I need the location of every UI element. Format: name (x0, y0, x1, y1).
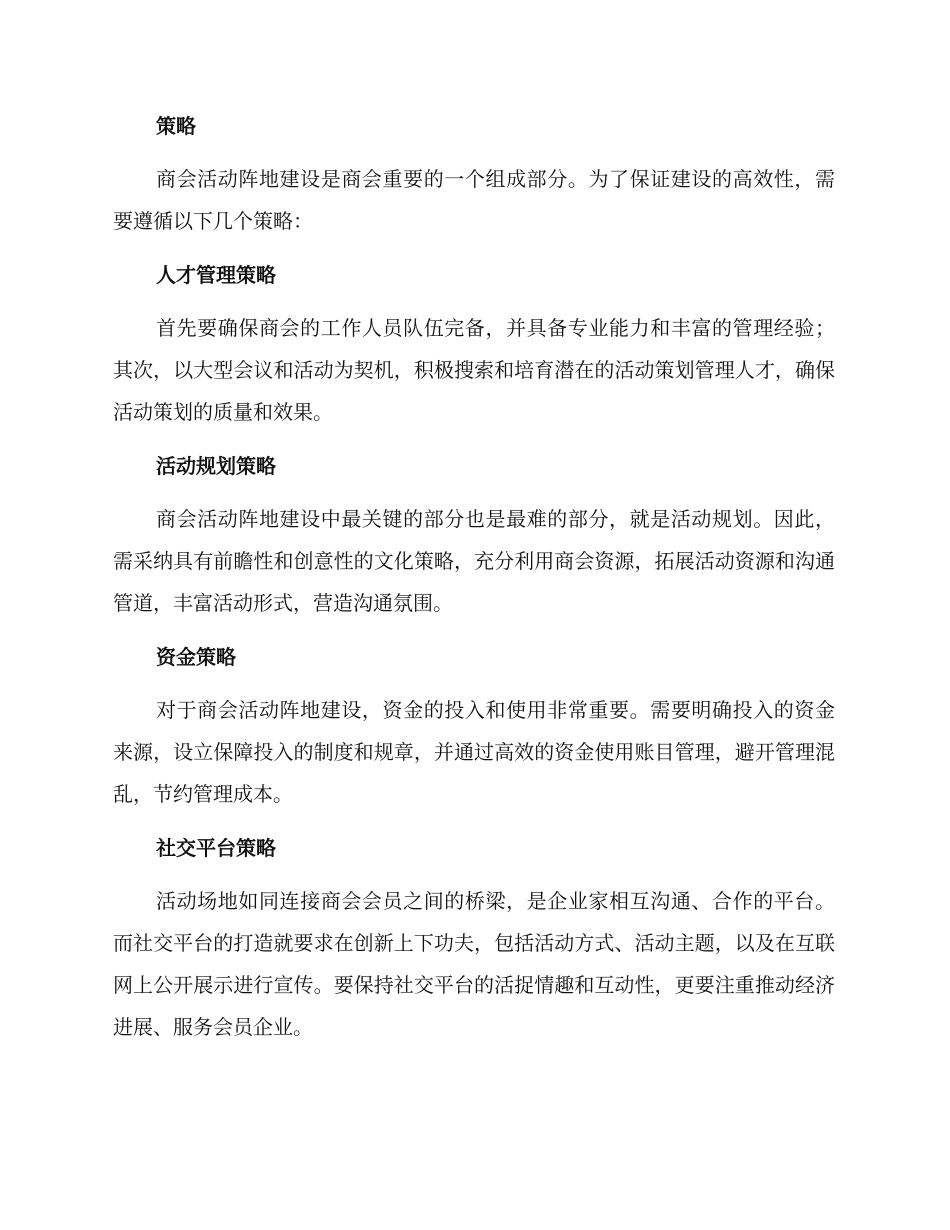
section-heading-activity-planning: 活动规划策略 (156, 454, 276, 478)
section-paragraph-social-platform: 活动场地如同连接商会会员之间的桥梁，是企业家相互沟通、合作的平台。而社交平台的打造就要求在创新上下功夫，包括活动方式、活动主题，以及在互联网上公开展示进行宣传。要保持社交平台的活捉情趣和互动性，更要注重推动经济进展、服务会员企业。 (113, 889, 835, 1039)
section-heading-strategy: 策略 (156, 114, 196, 138)
section-heading-funding: 资金策略 (156, 645, 236, 669)
document-body (113, 106, 835, 1061)
section-paragraph-strategy: 商会活动阵地建设是商会重要的一个组成部分。为了保证建设的高效性，需要遵循以下几个策略： (113, 167, 835, 233)
section-heading-talent-management: 人才管理策略 (156, 263, 276, 287)
section-paragraph-talent-management: 首先要确保商会的工作人员队伍完备，并具备专业能力和丰富的管理经验；其次，以大型会议和活动为契机，积极搜索和培育潜在的活动策划管理人才，确保活动策划的质量和效果。 (113, 316, 835, 424)
section-heading-social-platform: 社交平台策略 (156, 836, 276, 860)
section-paragraph-funding: 对于商会活动阵地建设，资金的投入和使用非常重要。需要明确投入的资金来源，设立保障投入的制度和规章，并通过高效的资金使用账目管理，避开管理混乱，节约管理成本。 (113, 698, 835, 806)
section-paragraph-activity-planning: 商会活动阵地建设中最关键的部分也是最难的部分，就是活动规划。因此，需采纳具有前瞻性和创意性的文化策略，充分利用商会资源，拓展活动资源和沟通管道，丰富活动形式，营造沟通氛围。 (113, 507, 835, 615)
